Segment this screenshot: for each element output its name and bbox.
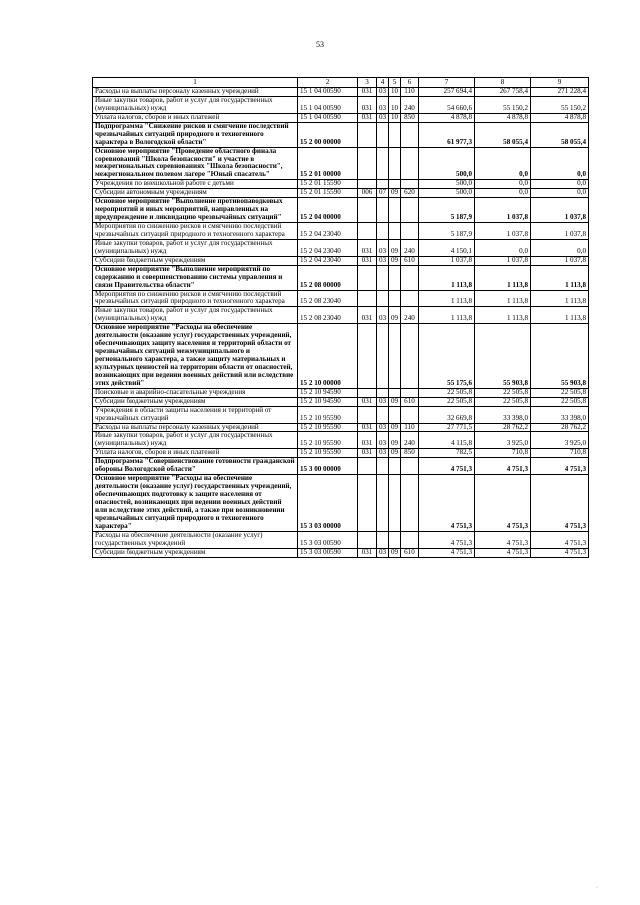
cell-name: Мероприятия по снижению рисков и смягчению последствий чрезвычайных ситуаций природного и техногенного характера xyxy=(93,290,298,307)
cell-ministry-code xyxy=(358,290,377,307)
cell-name: Субсидии бюджетным учреждениям xyxy=(93,397,298,406)
cell-target-code: 15 1 04 00590 xyxy=(298,96,358,113)
cell-target-code: 15 2 10 00000 xyxy=(298,324,358,389)
header-col-4: 4 xyxy=(377,78,389,88)
table-row xyxy=(93,180,589,189)
cell-amount-year-2: 1 113,8 xyxy=(475,290,531,307)
cell-target-code: 15 3 00 00000 xyxy=(298,458,358,475)
cell-subsection-code xyxy=(389,290,401,307)
cell-expense-type-code xyxy=(401,388,419,397)
cell-ministry-code: 031 xyxy=(358,423,377,432)
cell-ministry-code: 031 xyxy=(358,96,377,113)
cell-subsection-code: 09 xyxy=(389,189,401,198)
cell-amount-year-1: 61 977,3 xyxy=(419,122,475,147)
cell-amount-year-2: 0,0 xyxy=(475,180,531,189)
cell-expense-type-code: 110 xyxy=(401,423,419,432)
cell-expense-type-code xyxy=(401,147,419,180)
cell-amount-year-1: 22 505,8 xyxy=(419,397,475,406)
cell-name: Основное мероприятие "Выполнение противопаводковых мероприятий и иных мероприятий, направленных на предупреждение и ликвидацию чрезвычайных ситуаций" xyxy=(93,198,298,223)
cell-target-code: 15 2 01 15590 xyxy=(298,180,358,189)
cell-ministry-code xyxy=(358,122,377,147)
cell-ministry-code xyxy=(358,324,377,389)
cell-amount-year-1: 4 115,8 xyxy=(419,432,475,449)
cell-expense-type-code xyxy=(401,265,419,290)
cell-amount-year-3: 710,8 xyxy=(531,449,589,458)
cell-amount-year-3: 4 878,8 xyxy=(531,113,589,122)
cell-name: Иные закупки товаров, работ и услуг для государственных (муниципальных) нужд xyxy=(93,432,298,449)
cell-amount-year-3: 4 751,3 xyxy=(531,458,589,475)
cell-amount-year-2: 1 037,8 xyxy=(475,256,531,265)
cell-amount-year-3: 58 055,4 xyxy=(531,122,589,147)
cell-section-code xyxy=(377,475,389,532)
cell-expense-type-code: 110 xyxy=(401,88,419,97)
cell-expense-type-code: 610 xyxy=(401,548,419,557)
table-row xyxy=(93,88,589,97)
cell-expense-type-code xyxy=(401,531,419,548)
cell-amount-year-2: 3 925,0 xyxy=(475,432,531,449)
cell-section-code xyxy=(377,324,389,389)
cell-amount-year-2: 0,0 xyxy=(475,239,531,256)
cell-amount-year-2: 4 751,3 xyxy=(475,458,531,475)
table-row xyxy=(93,307,589,324)
table-row xyxy=(93,388,589,397)
cell-amount-year-1: 782,5 xyxy=(419,449,475,458)
cell-expense-type-code xyxy=(401,290,419,307)
cell-amount-year-2: 4 751,3 xyxy=(475,475,531,532)
cell-amount-year-2: 22 505,8 xyxy=(475,388,531,397)
cell-ministry-code xyxy=(358,388,377,397)
cell-subsection-code xyxy=(389,180,401,189)
cell-amount-year-2: 0,0 xyxy=(475,189,531,198)
cell-amount-year-3: 271 228,4 xyxy=(531,88,589,97)
cell-ministry-code: 031 xyxy=(358,307,377,324)
cell-expense-type-code xyxy=(401,406,419,423)
table-header-row xyxy=(93,78,589,88)
cell-target-code: 15 2 10 94590 xyxy=(298,397,358,406)
cell-section-code xyxy=(377,265,389,290)
cell-ministry-code xyxy=(358,180,377,189)
cell-amount-year-3: 1 113,8 xyxy=(531,290,589,307)
cell-subsection-code: 10 xyxy=(389,96,401,113)
cell-target-code: 15 2 10 95590 xyxy=(298,423,358,432)
cell-name: Подпрограмма "Снижение рисков и смягчение последствий чрезвычайных ситуаций природного и техногенного характера в Вологодской области" xyxy=(93,122,298,147)
cell-ministry-code xyxy=(358,198,377,223)
cell-amount-year-1: 22 505,8 xyxy=(419,388,475,397)
header-col-3: 3 xyxy=(358,78,377,88)
cell-subsection-code xyxy=(389,406,401,423)
cell-name: Субсидии бюджетным учреждениям xyxy=(93,256,298,265)
cell-section-code xyxy=(377,290,389,307)
cell-ministry-code: 031 xyxy=(358,548,377,557)
cell-name: Основное мероприятие "Проведение областного финала соревнований "Школа безопасности" и участие в межрегиональных соревнованиях "Школа безопасности", межрегиональном полевом лагере "Юный спасатель" xyxy=(93,147,298,180)
cell-amount-year-1: 32 669,8 xyxy=(419,406,475,423)
header-col-5: 5 xyxy=(389,78,401,88)
cell-amount-year-1: 1 113,8 xyxy=(419,307,475,324)
table-row xyxy=(93,548,589,557)
table-row xyxy=(93,122,589,147)
cell-target-code: 15 2 10 95590 xyxy=(298,449,358,458)
cell-section-code: 03 xyxy=(377,113,389,122)
cell-expense-type-code xyxy=(401,458,419,475)
cell-target-code: 15 2 01 15590 xyxy=(298,189,358,198)
cell-section-code: 03 xyxy=(377,96,389,113)
cell-section-code: 03 xyxy=(377,307,389,324)
cell-name: Расходы на обеспечение деятельности (оказание услуг) государственных учреждений xyxy=(93,531,298,548)
cell-section-code xyxy=(377,458,389,475)
cell-section-code: 03 xyxy=(377,239,389,256)
cell-ministry-code: 031 xyxy=(358,256,377,265)
table-row xyxy=(93,189,589,198)
cell-section-code xyxy=(377,223,389,240)
cell-expense-type-code: 240 xyxy=(401,432,419,449)
table-row xyxy=(93,113,589,122)
cell-name: Иные закупки товаров, работ и услуг для государственных (муниципальных) нужд xyxy=(93,96,298,113)
cell-expense-type-code: 240 xyxy=(401,96,419,113)
cell-amount-year-1: 4 751,3 xyxy=(419,548,475,557)
cell-ministry-code: 031 xyxy=(358,397,377,406)
cell-section-code: 03 xyxy=(377,423,389,432)
cell-amount-year-3: 0,0 xyxy=(531,180,589,189)
cell-amount-year-3: 22 505,8 xyxy=(531,397,589,406)
header-col-1: 1 xyxy=(93,78,298,88)
cell-ministry-code xyxy=(358,475,377,532)
cell-ministry-code: 031 xyxy=(358,113,377,122)
cell-target-code: 15 2 08 23040 xyxy=(298,307,358,324)
cell-expense-type-code xyxy=(401,223,419,240)
cell-ministry-code xyxy=(358,265,377,290)
cell-expense-type-code: 620 xyxy=(401,189,419,198)
cell-amount-year-3: 55 150,2 xyxy=(531,96,589,113)
cell-target-code: 15 2 10 95590 xyxy=(298,406,358,423)
header-col-9: 9 xyxy=(531,78,589,88)
cell-ministry-code: 031 xyxy=(358,88,377,97)
cell-ministry-code: 031 xyxy=(358,239,377,256)
table-row xyxy=(93,406,589,423)
cell-amount-year-1: 4 878,8 xyxy=(419,113,475,122)
cell-section-code xyxy=(377,388,389,397)
cell-section-code: 03 xyxy=(377,548,389,557)
cell-subsection-code: 09 xyxy=(389,256,401,265)
cell-amount-year-3: 4 751,3 xyxy=(531,531,589,548)
cell-target-code: 15 1 04 00590 xyxy=(298,113,358,122)
cell-amount-year-3: 3 925,0 xyxy=(531,432,589,449)
cell-amount-year-2: 0,0 xyxy=(475,147,531,180)
cell-amount-year-1: 500,0 xyxy=(419,180,475,189)
cell-target-code: 15 3 03 00000 xyxy=(298,475,358,532)
cell-target-code: 15 2 04 00000 xyxy=(298,198,358,223)
cell-expense-type-code xyxy=(401,198,419,223)
cell-section-code xyxy=(377,198,389,223)
cell-section-code: 03 xyxy=(377,449,389,458)
cell-subsection-code: 09 xyxy=(389,307,401,324)
cell-amount-year-2: 55 150,2 xyxy=(475,96,531,113)
cell-amount-year-1: 4 150,1 xyxy=(419,239,475,256)
cell-amount-year-1: 4 751,3 xyxy=(419,458,475,475)
table-row xyxy=(93,96,589,113)
cell-amount-year-1: 5 187,9 xyxy=(419,223,475,240)
cell-section-code: 03 xyxy=(377,397,389,406)
cell-target-code: 15 2 04 23040 xyxy=(298,239,358,256)
cell-ministry-code xyxy=(358,406,377,423)
cell-name: Иные закупки товаров, работ и услуг для государственных (муниципальных) нужд xyxy=(93,307,298,324)
cell-ministry-code xyxy=(358,458,377,475)
cell-ministry-code xyxy=(358,147,377,180)
cell-subsection-code xyxy=(389,388,401,397)
cell-subsection-code: 10 xyxy=(389,88,401,97)
table-row xyxy=(93,397,589,406)
cell-subsection-code: 09 xyxy=(389,548,401,557)
cell-amount-year-2: 710,8 xyxy=(475,449,531,458)
cell-amount-year-3: 1 037,8 xyxy=(531,256,589,265)
cell-amount-year-1: 1 113,8 xyxy=(419,265,475,290)
cell-amount-year-2: 58 055,4 xyxy=(475,122,531,147)
cell-amount-year-3: 0,0 xyxy=(531,239,589,256)
cell-amount-year-2: 4 751,3 xyxy=(475,548,531,557)
cell-amount-year-2: 1 113,8 xyxy=(475,307,531,324)
cell-amount-year-3: 33 398,0 xyxy=(531,406,589,423)
table-row xyxy=(93,256,589,265)
cell-amount-year-1: 1 113,8 xyxy=(419,290,475,307)
cell-section-code: 03 xyxy=(377,432,389,449)
cell-name: Иные закупки товаров, работ и услуг для государственных (муниципальных) нужд xyxy=(93,239,298,256)
cell-subsection-code xyxy=(389,324,401,389)
cell-amount-year-1: 54 660,6 xyxy=(419,96,475,113)
cell-name: Поисковые и аварийно-спасательные учреждения xyxy=(93,388,298,397)
cell-target-code: 15 2 01 00000 xyxy=(298,147,358,180)
cell-amount-year-1: 500,0 xyxy=(419,189,475,198)
cell-subsection-code: 09 xyxy=(389,239,401,256)
cell-target-code: 15 2 08 00000 xyxy=(298,265,358,290)
cell-amount-year-2: 1 113,8 xyxy=(475,265,531,290)
table-row xyxy=(93,147,589,180)
cell-amount-year-1: 500,0 xyxy=(419,147,475,180)
cell-ministry-code: 031 xyxy=(358,449,377,458)
cell-name: Расходы на выплаты персоналу казенных учреждений xyxy=(93,88,298,97)
cell-ministry-code xyxy=(358,223,377,240)
cell-amount-year-1: 4 751,3 xyxy=(419,531,475,548)
cell-expense-type-code: 850 xyxy=(401,449,419,458)
cell-name: Основное мероприятие "Выполнение мероприятий по содержанию и совершенствованию системы управления и связи Правительства области" xyxy=(93,265,298,290)
cell-section-code xyxy=(377,147,389,180)
cell-amount-year-3: 1 037,8 xyxy=(531,223,589,240)
header-col-2: 2 xyxy=(298,78,358,88)
cell-ministry-code: 006 xyxy=(358,189,377,198)
cell-amount-year-2: 4 878,8 xyxy=(475,113,531,122)
scan-mark: · xyxy=(596,885,598,891)
cell-name: Субсидии автономным учреждениям xyxy=(93,189,298,198)
cell-subsection-code: 09 xyxy=(389,397,401,406)
cell-amount-year-2: 55 903,8 xyxy=(475,324,531,389)
table-row xyxy=(93,265,589,290)
cell-section-code xyxy=(377,531,389,548)
cell-expense-type-code xyxy=(401,324,419,389)
cell-amount-year-1: 27 771,5 xyxy=(419,423,475,432)
table-row xyxy=(93,475,589,532)
table-row xyxy=(93,423,589,432)
cell-expense-type-code xyxy=(401,475,419,532)
table-row xyxy=(93,531,589,548)
cell-amount-year-3: 22 505,8 xyxy=(531,388,589,397)
cell-subsection-code xyxy=(389,223,401,240)
cell-amount-year-3: 0,0 xyxy=(531,189,589,198)
cell-target-code: 15 2 00 00000 xyxy=(298,122,358,147)
cell-name: Учреждения по внешкольной работе с детьми xyxy=(93,180,298,189)
cell-name: Основное мероприятие "Расходы на обеспечение деятельности (оказание услуг) государственных учреждений, обеспечивающих защиту населения и территорий области от чрезвычайных ситуаций межмуниципального и регионального характера, а также защиту материальных и культурных ценностей на территории области от опасностей, возникающих при ведении военных действий или вследствие этих действий" xyxy=(93,324,298,389)
cell-amount-year-2: 22 505,8 xyxy=(475,397,531,406)
cell-amount-year-2: 1 037,8 xyxy=(475,223,531,240)
cell-amount-year-3: 0,0 xyxy=(531,147,589,180)
table-row xyxy=(93,449,589,458)
cell-name: Учреждения в области защиты населения и территорий от чрезвычайных ситуаций xyxy=(93,406,298,423)
cell-amount-year-3: 28 762,2 xyxy=(531,423,589,432)
cell-amount-year-3: 1 113,8 xyxy=(531,265,589,290)
header-col-6: 6 xyxy=(401,78,419,88)
cell-section-code xyxy=(377,180,389,189)
cell-subsection-code xyxy=(389,147,401,180)
cell-name: Субсидии бюджетным учреждениям xyxy=(93,548,298,557)
cell-name: Уплата налогов, сборов и иных платежей xyxy=(93,113,298,122)
cell-amount-year-3: 4 751,3 xyxy=(531,548,589,557)
cell-subsection-code xyxy=(389,458,401,475)
cell-target-code: 15 3 03 00590 xyxy=(298,531,358,548)
cell-amount-year-2: 1 037,8 xyxy=(475,198,531,223)
budget-table xyxy=(92,77,589,558)
table-row xyxy=(93,223,589,240)
cell-subsection-code xyxy=(389,475,401,532)
cell-target-code: 15 2 04 23040 xyxy=(298,256,358,265)
header-col-8: 8 xyxy=(475,78,531,88)
cell-ministry-code: 031 xyxy=(358,432,377,449)
cell-expense-type-code xyxy=(401,180,419,189)
cell-section-code xyxy=(377,122,389,147)
cell-target-code: 15 2 08 23040 xyxy=(298,290,358,307)
cell-subsection-code: 10 xyxy=(389,113,401,122)
cell-target-code: 15 2 10 94590 xyxy=(298,388,358,397)
cell-amount-year-1: 5 187,9 xyxy=(419,198,475,223)
cell-amount-year-1: 55 175,6 xyxy=(419,324,475,389)
table-row xyxy=(93,432,589,449)
cell-amount-year-1: 1 037,8 xyxy=(419,256,475,265)
cell-section-code: 03 xyxy=(377,88,389,97)
cell-section-code xyxy=(377,406,389,423)
cell-amount-year-2: 4 751,3 xyxy=(475,531,531,548)
table-row xyxy=(93,198,589,223)
cell-section-code: 07 xyxy=(377,189,389,198)
cell-amount-year-2: 33 398,0 xyxy=(475,406,531,423)
cell-subsection-code xyxy=(389,531,401,548)
cell-expense-type-code: 240 xyxy=(401,239,419,256)
cell-name: Расходы на выплаты персоналу казенных учреждений xyxy=(93,423,298,432)
table-row xyxy=(93,458,589,475)
cell-ministry-code xyxy=(358,531,377,548)
cell-amount-year-3: 55 903,8 xyxy=(531,324,589,389)
cell-name: Мероприятия по снижению рисков и смягчению последствий чрезвычайных ситуаций природного и техногенного характера xyxy=(93,223,298,240)
cell-amount-year-1: 257 694,4 xyxy=(419,88,475,97)
header-col-7: 7 xyxy=(419,78,475,88)
cell-subsection-code xyxy=(389,198,401,223)
cell-amount-year-3: 4 751,3 xyxy=(531,475,589,532)
cell-target-code: 15 2 10 95590 xyxy=(298,432,358,449)
cell-amount-year-3: 1 037,8 xyxy=(531,198,589,223)
cell-target-code: 15 3 03 00590 xyxy=(298,548,358,557)
cell-expense-type-code xyxy=(401,122,419,147)
cell-expense-type-code: 240 xyxy=(401,307,419,324)
cell-name: Подпрограмма "Совершенствование готовности гражданской обороны Вологодской области" xyxy=(93,458,298,475)
cell-name: Уплата налогов, сборов и иных платежей xyxy=(93,449,298,458)
table-body xyxy=(93,88,589,558)
cell-target-code: 15 2 04 23040 xyxy=(298,223,358,240)
cell-amount-year-3: 1 113,8 xyxy=(531,307,589,324)
cell-section-code: 03 xyxy=(377,256,389,265)
cell-subsection-code xyxy=(389,265,401,290)
page-number: 53 xyxy=(316,40,324,49)
table-row xyxy=(93,290,589,307)
cell-subsection-code: 09 xyxy=(389,432,401,449)
cell-amount-year-2: 28 762,2 xyxy=(475,423,531,432)
cell-subsection-code: 09 xyxy=(389,449,401,458)
cell-amount-year-2: 267 758,4 xyxy=(475,88,531,97)
table-row xyxy=(93,239,589,256)
cell-amount-year-1: 4 751,3 xyxy=(419,475,475,532)
cell-expense-type-code: 610 xyxy=(401,256,419,265)
cell-name: Основное мероприятие "Расходы на обеспечение деятельности (оказание услуг) государственных учреждений, обеспечивающих подготовку к защите населения от опасностей, возникающих при ведении военных действий или вследствие этих действий, а также при возникновении чрезвычайных ситуаций природного и техногенного характера" xyxy=(93,475,298,532)
cell-subsection-code: 09 xyxy=(389,423,401,432)
cell-expense-type-code: 850 xyxy=(401,113,419,122)
cell-target-code: 15 1 04 00590 xyxy=(298,88,358,97)
cell-expense-type-code: 610 xyxy=(401,397,419,406)
table-row xyxy=(93,324,589,389)
cell-subsection-code xyxy=(389,122,401,147)
